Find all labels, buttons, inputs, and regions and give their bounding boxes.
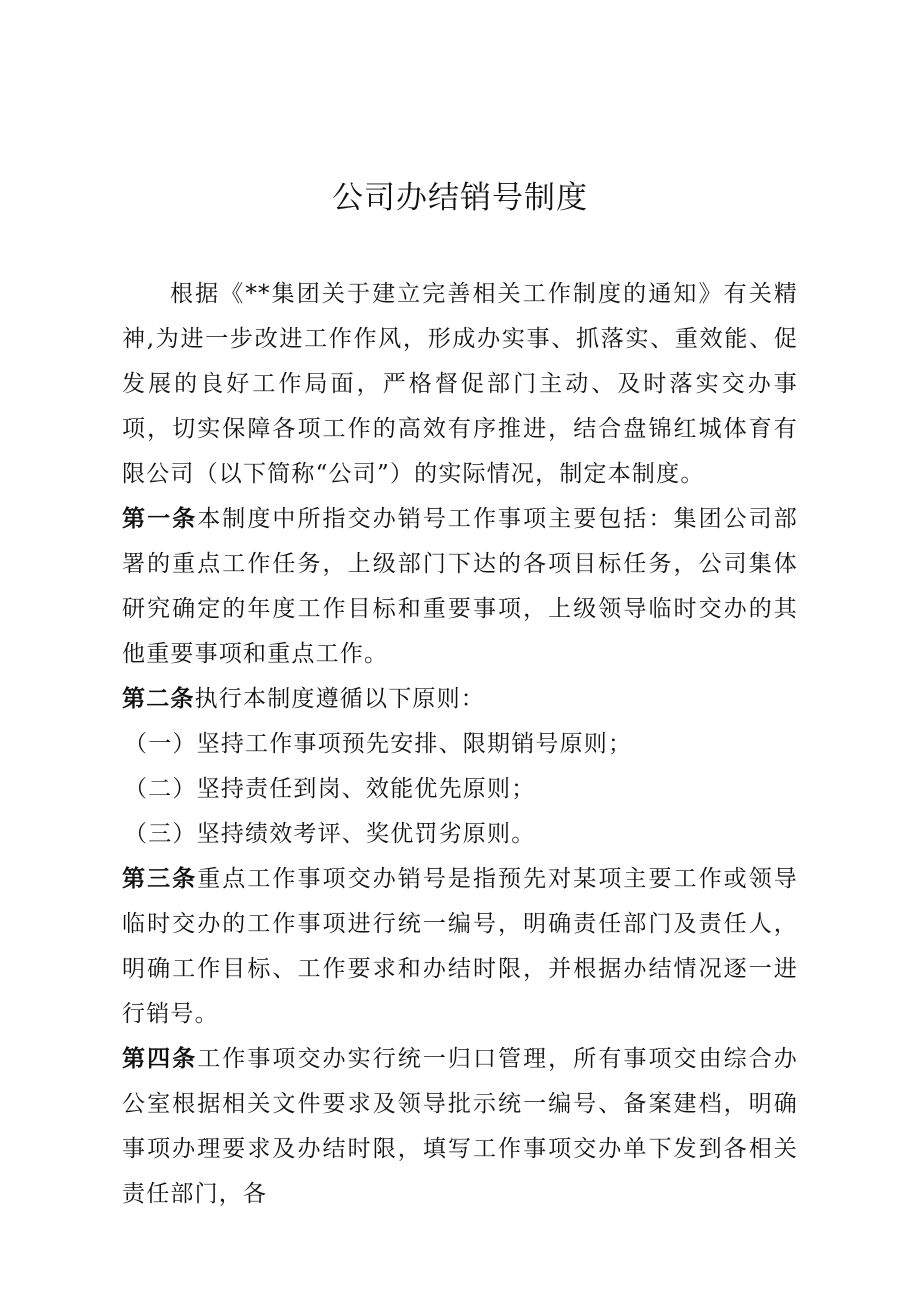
document-body [122,272,798,1217]
article-4 [122,1037,798,1217]
article-1-text: 本制度中所指交办销号工作事项主要包括：集团公司部署的重点工作任务，上级部门下达的各项目标任务，公司集体研究确定的年度工作目标和重要事项，上级领导临时交办的其他重要事项和重点工作。 [122,506,798,667]
article-4-text: 工作事项交办实行统一归口管理，所有事项交由综合办公室根据相关文件要求及领导批示统一编号、备案建档，明确事项办理要求及办结时限，填写工作事项交办单下发到各相关责任部门，各 [122,1046,798,1207]
document-title: 公司办结销号制度 [332,180,588,216]
article-2-label: 第二条 [122,686,195,712]
principle-item-3: （三）坚持绩效考评、奖优罚劣原则。 [124,821,536,847]
article-2-text: 执行本制度遵循以下原则： [194,686,486,712]
article-1-label: 第一条 [122,506,198,532]
article-3-text: 重点工作事项交办销号是指预先对某项主要工作或领导临时交办的工作事项进行统一编号，明确责任部门及责任人，明确工作目标、工作要求和办结时限，并根据办结情况逐一进行销号。 [122,866,798,1027]
principle-item-2: （二）坚持责任到岗、效能优先原则； [124,776,536,802]
principle-item-1: （一）坚持工作事项预先安排、限期销号原则； [124,731,633,757]
article-1 [122,497,798,677]
article-3 [122,857,798,1037]
article-2 [122,677,798,722]
article-3-label: 第三条 [122,866,198,892]
intro-paragraph: 根据《**集团关于建立完善相关工作制度的通知》有关精神,为进一步改进工作作风，形成办实事、抓落实、重效能、促发展的良好工作局面，严格督促部门主动、及时落实交办事项，切实保障各项工作的高效有序推进，结合盘锦红城体育有限公司（以下简称“公司”）的实际情况，制定本制度。 [122,281,798,487]
article-4-label: 第四条 [122,1046,198,1072]
